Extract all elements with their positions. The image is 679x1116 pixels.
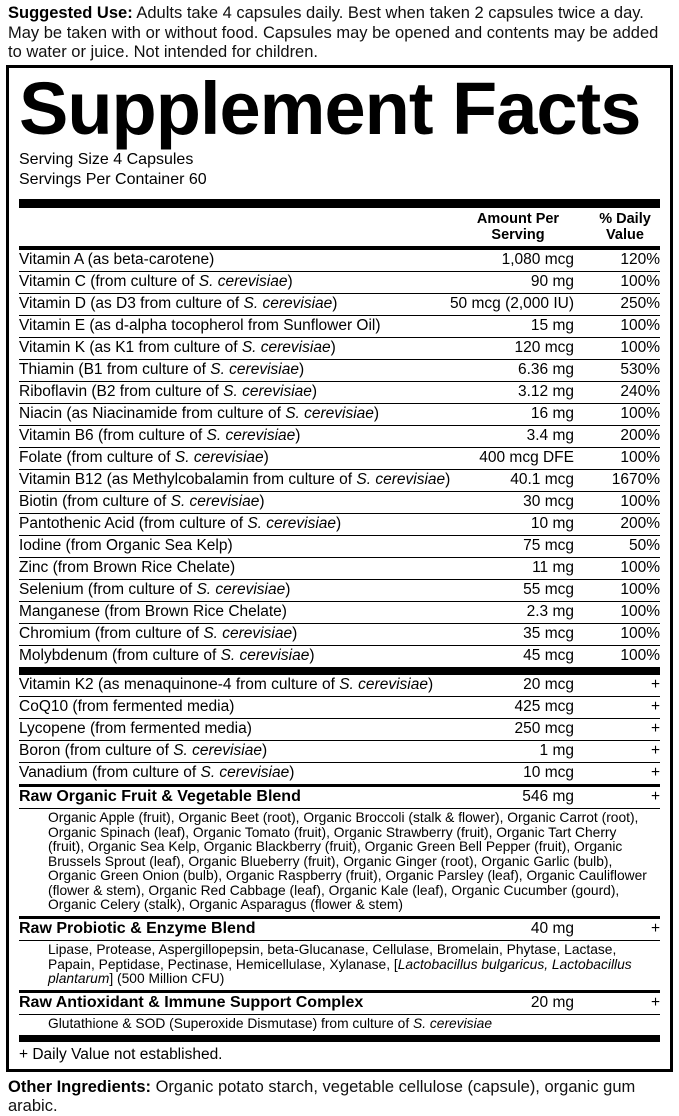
row-dv: + xyxy=(650,920,660,938)
row-amount: 90 mg xyxy=(530,273,574,291)
nutrient-row xyxy=(19,315,660,337)
nutrient-row xyxy=(19,674,660,696)
row-dv: 100% xyxy=(620,339,660,357)
row-name: Raw Organic Fruit & Vegetable Blend xyxy=(19,788,301,806)
panel-title: Supplement Facts xyxy=(19,66,641,150)
row-name: Vitamin C (from culture of S. cerevisiae) xyxy=(19,273,293,291)
row-amount: 20 mg xyxy=(530,994,574,1012)
row-amount: 40 mg xyxy=(530,920,574,938)
nutrient-row xyxy=(19,762,660,784)
other-ingredients-text: Organic potato starch, vegetable cellulose (capsule), organic gum arabic. xyxy=(8,1078,636,1116)
nutrient-row xyxy=(19,293,660,315)
row-name: Manganese (from Brown Rice Chelate) xyxy=(19,603,287,621)
row-amount: 30 mcg xyxy=(523,493,574,511)
row-dv: 100% xyxy=(620,559,660,577)
row-amount: 546 mg xyxy=(522,788,574,806)
row-amount: 400 mcg DFE xyxy=(479,449,574,467)
row-name: Vitamin D (as D3 from culture of S. cerevisiae) xyxy=(19,295,338,313)
row-amount: 3.4 mg xyxy=(526,427,574,445)
serving-size: Serving Size 4 Capsules xyxy=(19,151,194,169)
row-dv: 120% xyxy=(620,251,660,269)
row-name: Raw Antioxidant & Immune Support Complex xyxy=(19,994,364,1012)
suggested-use xyxy=(0,0,679,63)
row-name: Vitamin K2 (as menaquinone-4 from culture of S. cerevisiae) xyxy=(19,676,434,694)
row-amount: 2.3 mg xyxy=(526,603,574,621)
blend-row xyxy=(19,784,660,808)
row-dv: 100% xyxy=(620,647,660,665)
facts-rows xyxy=(19,250,660,1035)
row-dv: 200% xyxy=(620,515,660,533)
row-amount: 45 mcg xyxy=(523,647,574,665)
row-amount: 3.12 mg xyxy=(517,383,574,401)
nutrient-row xyxy=(19,425,660,447)
row-name: Niacin (as Niacinamide from culture of S. cerevisiae) xyxy=(19,405,380,423)
row-name: Pantothenic Acid (from culture of S. cerevisiae) xyxy=(19,515,342,533)
nutrient-row xyxy=(19,718,660,740)
row-amount: 11 mg xyxy=(532,559,574,577)
nutrient-row xyxy=(19,601,660,623)
row-dv: + xyxy=(650,788,660,806)
suggested-use-label: Suggested Use: xyxy=(8,4,133,22)
row-amount: 120 mcg xyxy=(514,339,574,357)
other-ingredients-label: Other Ingredients: xyxy=(8,1078,152,1097)
row-dv: 100% xyxy=(620,273,660,291)
row-amount: 75 mcg xyxy=(523,537,574,555)
nutrient-row xyxy=(19,359,660,381)
blend-description: Organic Apple (fruit), Organic Beet (root), Organic Broccoli (stalk & flower), Organic Carrot (root), Organic Spinach (leaf), Organic Tomato (fruit), Organic Strawberry (fruit), Organic Tart Cherry (fruit), Organic Sea Kelp, Organic Blackberry (fruit), Organic Green Bell Pepper (fruit), Organic Brussels Sprout (leaf), Organic Blueberry (fruit), Organic Ginger (root), Organic Garlic (bulb), Organic Green Onion (bulb), Organic Raspberry (fruit), Organic Parsley (leaf), Organic Cauliflower (flower & stem), Organic Red Cabbage (leaf), Organic Kale (leaf), Organic Cucumber (gourd), Organic Celery (stalk), Organic Asparagus (flower & stem) xyxy=(19,808,660,916)
row-amount: 40.1 mcg xyxy=(510,471,574,489)
header-top-bar xyxy=(19,199,660,208)
row-amount: 10 mg xyxy=(530,515,574,533)
row-amount: 35 mcg xyxy=(523,625,574,643)
nutrient-row xyxy=(19,447,660,469)
row-amount: 250 mcg xyxy=(514,720,574,738)
daily-value-header: % Daily Value xyxy=(599,211,651,244)
row-amount: 15 mg xyxy=(530,317,574,335)
row-name: Vitamin B6 (from culture of S. cerevisiae) xyxy=(19,427,301,445)
row-name: Selenium (from culture of S. cerevisiae) xyxy=(19,581,291,599)
nutrient-row xyxy=(19,271,660,293)
row-dv: + xyxy=(650,742,660,760)
daily-value-footnote: + Daily Value not established. xyxy=(19,1046,223,1064)
blend-row xyxy=(19,916,660,940)
row-dv: 50% xyxy=(628,537,660,555)
row-amount: 10 mcg xyxy=(523,764,574,782)
nutrient-row xyxy=(19,491,660,513)
section-divider xyxy=(19,667,660,674)
supplement-facts-panel xyxy=(6,65,673,1073)
nutrient-row xyxy=(19,740,660,762)
row-name: Iodine (from Organic Sea Kelp) xyxy=(19,537,233,555)
row-name: Lycopene (from fermented media) xyxy=(19,720,252,738)
row-amount: 1 mg xyxy=(539,742,574,760)
row-dv: 240% xyxy=(620,383,660,401)
row-dv: 200% xyxy=(620,427,660,445)
row-dv: 100% xyxy=(620,625,660,643)
nutrient-row xyxy=(19,337,660,359)
row-dv: 100% xyxy=(620,581,660,599)
row-name: Vitamin E (as d-alpha tocopherol from Sunflower Oil) xyxy=(19,317,381,335)
row-dv: 1670% xyxy=(611,471,660,489)
servings-per-container: Servings Per Container 60 xyxy=(19,170,207,188)
row-amount: 16 mg xyxy=(530,405,574,423)
row-name: Zinc (from Brown Rice Chelate) xyxy=(19,559,236,577)
row-name: Molybdenum (from culture of S. cerevisiae) xyxy=(19,647,315,665)
row-name: CoQ10 (from fermented media) xyxy=(19,698,235,716)
row-dv: 530% xyxy=(620,361,660,379)
row-dv: + xyxy=(650,764,660,782)
nutrient-row xyxy=(19,623,660,645)
row-amount: 425 mcg xyxy=(514,698,574,716)
footnote-bar xyxy=(19,1035,660,1042)
row-name: Boron (from culture of S. cerevisiae) xyxy=(19,742,268,760)
row-name: Vitamin A (as beta-carotene) xyxy=(19,251,215,269)
suggested-use-text: Adults take 4 capsules daily. Best when taken 2 capsules twice a day. May be taken with or without food. Capsules may be opened and contents may be added to water or juice. Not intended for children. xyxy=(8,4,659,61)
row-dv: 100% xyxy=(620,493,660,511)
row-amount: 1,080 mcg xyxy=(501,251,574,269)
amount-per-serving-header: Amount Per Serving xyxy=(476,211,560,244)
row-dv: + xyxy=(650,676,660,694)
blend-row xyxy=(19,990,660,1014)
row-name: Vitamin K (as K1 from culture of S. cerevisiae) xyxy=(19,339,336,357)
nutrient-row xyxy=(19,645,660,667)
nutrient-row xyxy=(19,579,660,601)
row-amount: 6.36 mg xyxy=(517,361,574,379)
row-name: Thiamin (B1 from culture of S. cerevisiae) xyxy=(19,361,305,379)
other-ingredients xyxy=(8,1078,669,1116)
nutrient-row xyxy=(19,250,660,271)
row-amount: 20 mcg xyxy=(523,676,574,694)
row-name: Chromium (from culture of S. cerevisiae) xyxy=(19,625,298,643)
nutrient-row xyxy=(19,535,660,557)
row-name: Vitamin B12 (as Methylcobalamin from culture of S. cerevisiae) xyxy=(19,471,451,489)
row-dv: 100% xyxy=(620,603,660,621)
nutrient-row xyxy=(19,403,660,425)
row-dv: + xyxy=(650,994,660,1012)
nutrient-row xyxy=(19,513,660,535)
row-dv: 100% xyxy=(620,405,660,423)
nutrient-row xyxy=(19,557,660,579)
row-name: Riboflavin (B2 from culture of S. cerevisiae) xyxy=(19,383,318,401)
nutrient-row xyxy=(19,696,660,718)
nutrient-row xyxy=(19,469,660,491)
row-name: Raw Probiotic & Enzyme Blend xyxy=(19,920,256,938)
row-dv: 250% xyxy=(620,295,660,313)
row-amount: 55 mcg xyxy=(523,581,574,599)
nutrient-row xyxy=(19,381,660,403)
row-dv: 100% xyxy=(620,317,660,335)
row-amount: 50 mcg (2,000 IU) xyxy=(449,295,574,313)
row-dv: + xyxy=(650,698,660,716)
row-dv: 100% xyxy=(620,449,660,467)
blend-description: Glutathione & SOD (Superoxide Dismutase) from culture of S. cerevisiae xyxy=(19,1014,660,1035)
row-dv: + xyxy=(650,720,660,738)
column-headers xyxy=(19,208,660,246)
blend-description: Lipase, Protease, Aspergillopepsin, beta-Glucanase, Cellulase, Bromelain, Phytase, Lactase, Papain, Peptidase, Pectinase, Hemicellulase, Xylanase, [Lactobacillus bulgaricus, Lactobacillus plantarum] (500 Million CFU) xyxy=(19,940,660,990)
row-name: Folate (from culture of S. cerevisiae) xyxy=(19,449,269,467)
row-name: Biotin (from culture of S. cerevisiae) xyxy=(19,493,265,511)
row-name: Vanadium (from culture of S. cerevisiae) xyxy=(19,764,295,782)
